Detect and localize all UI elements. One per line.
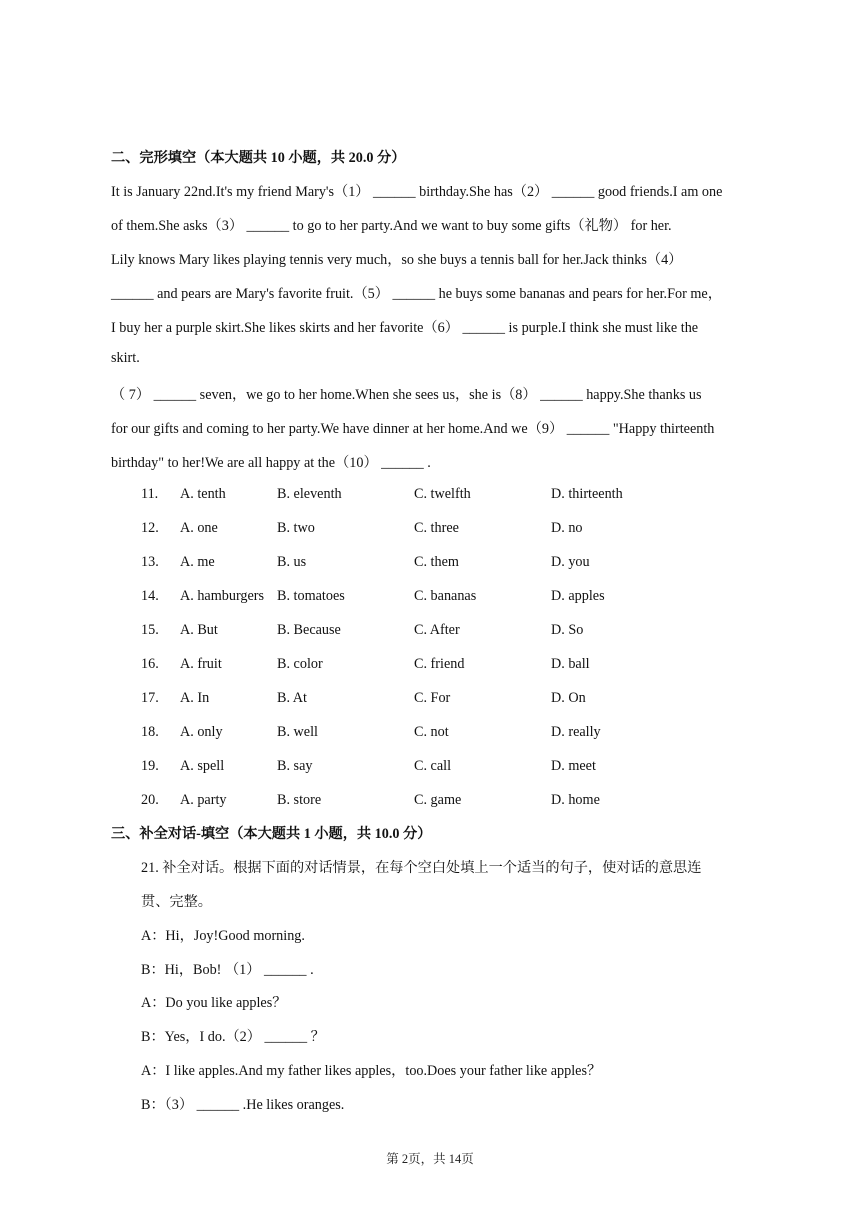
option-b: B. well — [277, 724, 318, 740]
dialogue-line: A：I like apples.And my father likes apples，too.Does your father like apples？ — [141, 1063, 602, 1079]
section-2-heading: 二、完形填空（本大题共 10 小题，共 20.0 分） — [111, 150, 406, 166]
option-a: A. me — [180, 554, 215, 570]
dialogue-line: A：Hi，Joy!Good morning. — [141, 928, 305, 944]
option-a: A. spell — [180, 758, 225, 774]
passage-line: skirt. — [111, 350, 140, 366]
option-b: B. say — [277, 758, 313, 774]
option-d: D. no — [551, 520, 583, 536]
option-d: D. On — [551, 690, 586, 706]
option-a: A. But — [180, 622, 218, 638]
question-row — [0, 792, 860, 812]
question-number: 20. — [141, 792, 159, 808]
question-row — [0, 622, 860, 642]
question-row — [0, 588, 860, 608]
question-number: 17. — [141, 690, 159, 706]
option-c: C. After — [414, 622, 460, 638]
passage-line: I buy her a purple skirt.She likes skirts and her favorite（6） ______ is purple.I think she must like the — [111, 320, 699, 336]
question-row — [0, 486, 860, 506]
option-a: A. tenth — [180, 486, 226, 502]
question-number: 19. — [141, 758, 159, 774]
option-a: A. only — [180, 724, 223, 740]
option-b: B. store — [277, 792, 322, 808]
option-c: C. them — [414, 554, 459, 570]
passage-line: （ 7） ______ seven，we go to her home.When she sees us，she is（8） ______ happy.She thanks us — [111, 387, 702, 403]
instruction-line: 21. 补全对话。根据下面的对话情景，在每个空白处填上一个适当的句子，使对话的意思连 — [141, 860, 702, 876]
option-c: C. friend — [414, 656, 465, 672]
page-footer: 第 2页，共 14页 — [386, 1152, 474, 1166]
question-number: 11. — [141, 486, 159, 502]
option-b: B. eleventh — [277, 486, 342, 502]
instruction-line: 贯、完整。 — [141, 894, 212, 910]
option-b: B. us — [277, 554, 307, 570]
question-number: 16. — [141, 656, 159, 672]
option-b: B. color — [277, 656, 323, 672]
question-number: 18. — [141, 724, 159, 740]
section-3-heading: 三、补全对话-填空（本大题共 1 小题，共 10.0 分） — [111, 826, 432, 842]
question-row — [0, 724, 860, 744]
passage-line: for our gifts and coming to her party.We have dinner at her home.And we（9） ______ "Happy thirteenth — [111, 421, 715, 437]
option-b: B. two — [277, 520, 315, 536]
option-a: A. fruit — [180, 656, 222, 672]
passage-line: of them.She asks（3） ______ to go to her party.And we want to buy some gifts（礼物） for her. — [111, 218, 672, 234]
option-c: C. bananas — [414, 588, 477, 604]
question-number: 12. — [141, 520, 159, 536]
question-row — [0, 690, 860, 710]
passage-line: ______ and pears are Mary's favorite fruit.（5） ______ he buys some bananas and pears for her.For me， — [111, 286, 722, 302]
option-b: B. Because — [277, 622, 341, 638]
option-d: D. home — [551, 792, 600, 808]
option-d: D. meet — [551, 758, 596, 774]
question-row — [0, 758, 860, 778]
passage-line: Lily knows Mary likes playing tennis very much，so she buys a tennis ball for her.Jack thinks（4） — [111, 252, 683, 268]
option-a: A. party — [180, 792, 227, 808]
option-d: D. thirteenth — [551, 486, 623, 502]
dialogue-line: B：Yes，I do.（2） ______ ？ — [141, 1029, 325, 1045]
option-d: D. ball — [551, 656, 590, 672]
question-number: 15. — [141, 622, 159, 638]
dialogue-line: B：（3） ______ .He likes oranges. — [141, 1097, 345, 1113]
option-d: D. apples — [551, 588, 605, 604]
option-c: C. not — [414, 724, 449, 740]
option-c: C. twelfth — [414, 486, 471, 502]
passage-line: It is January 22nd.It's my friend Mary's（1） ______ birthday.She has（2） ______ good friends.I am one — [111, 184, 723, 200]
dialogue-line: B：Hi，Bob! （1） ______ . — [141, 962, 314, 978]
option-d: D. you — [551, 554, 590, 570]
question-row — [0, 656, 860, 676]
option-c: C. call — [414, 758, 452, 774]
question-row — [0, 520, 860, 540]
option-a: A. one — [180, 520, 218, 536]
passage-line: birthday" to her!We are all happy at the（10） ______ . — [111, 455, 431, 471]
question-number: 14. — [141, 588, 159, 604]
option-d: D. really — [551, 724, 601, 740]
option-c: C. three — [414, 520, 459, 536]
dialogue-line: A：Do you like apples？ — [141, 995, 287, 1011]
question-number: 13. — [141, 554, 159, 570]
option-a: A. In — [180, 690, 210, 706]
option-a: A. hamburgers — [180, 588, 265, 604]
option-b: B. At — [277, 690, 307, 706]
option-c: C. game — [414, 792, 462, 808]
question-row — [0, 554, 860, 574]
option-c: C. For — [414, 690, 451, 706]
option-d: D. So — [551, 622, 584, 638]
option-b: B. tomatoes — [277, 588, 345, 604]
